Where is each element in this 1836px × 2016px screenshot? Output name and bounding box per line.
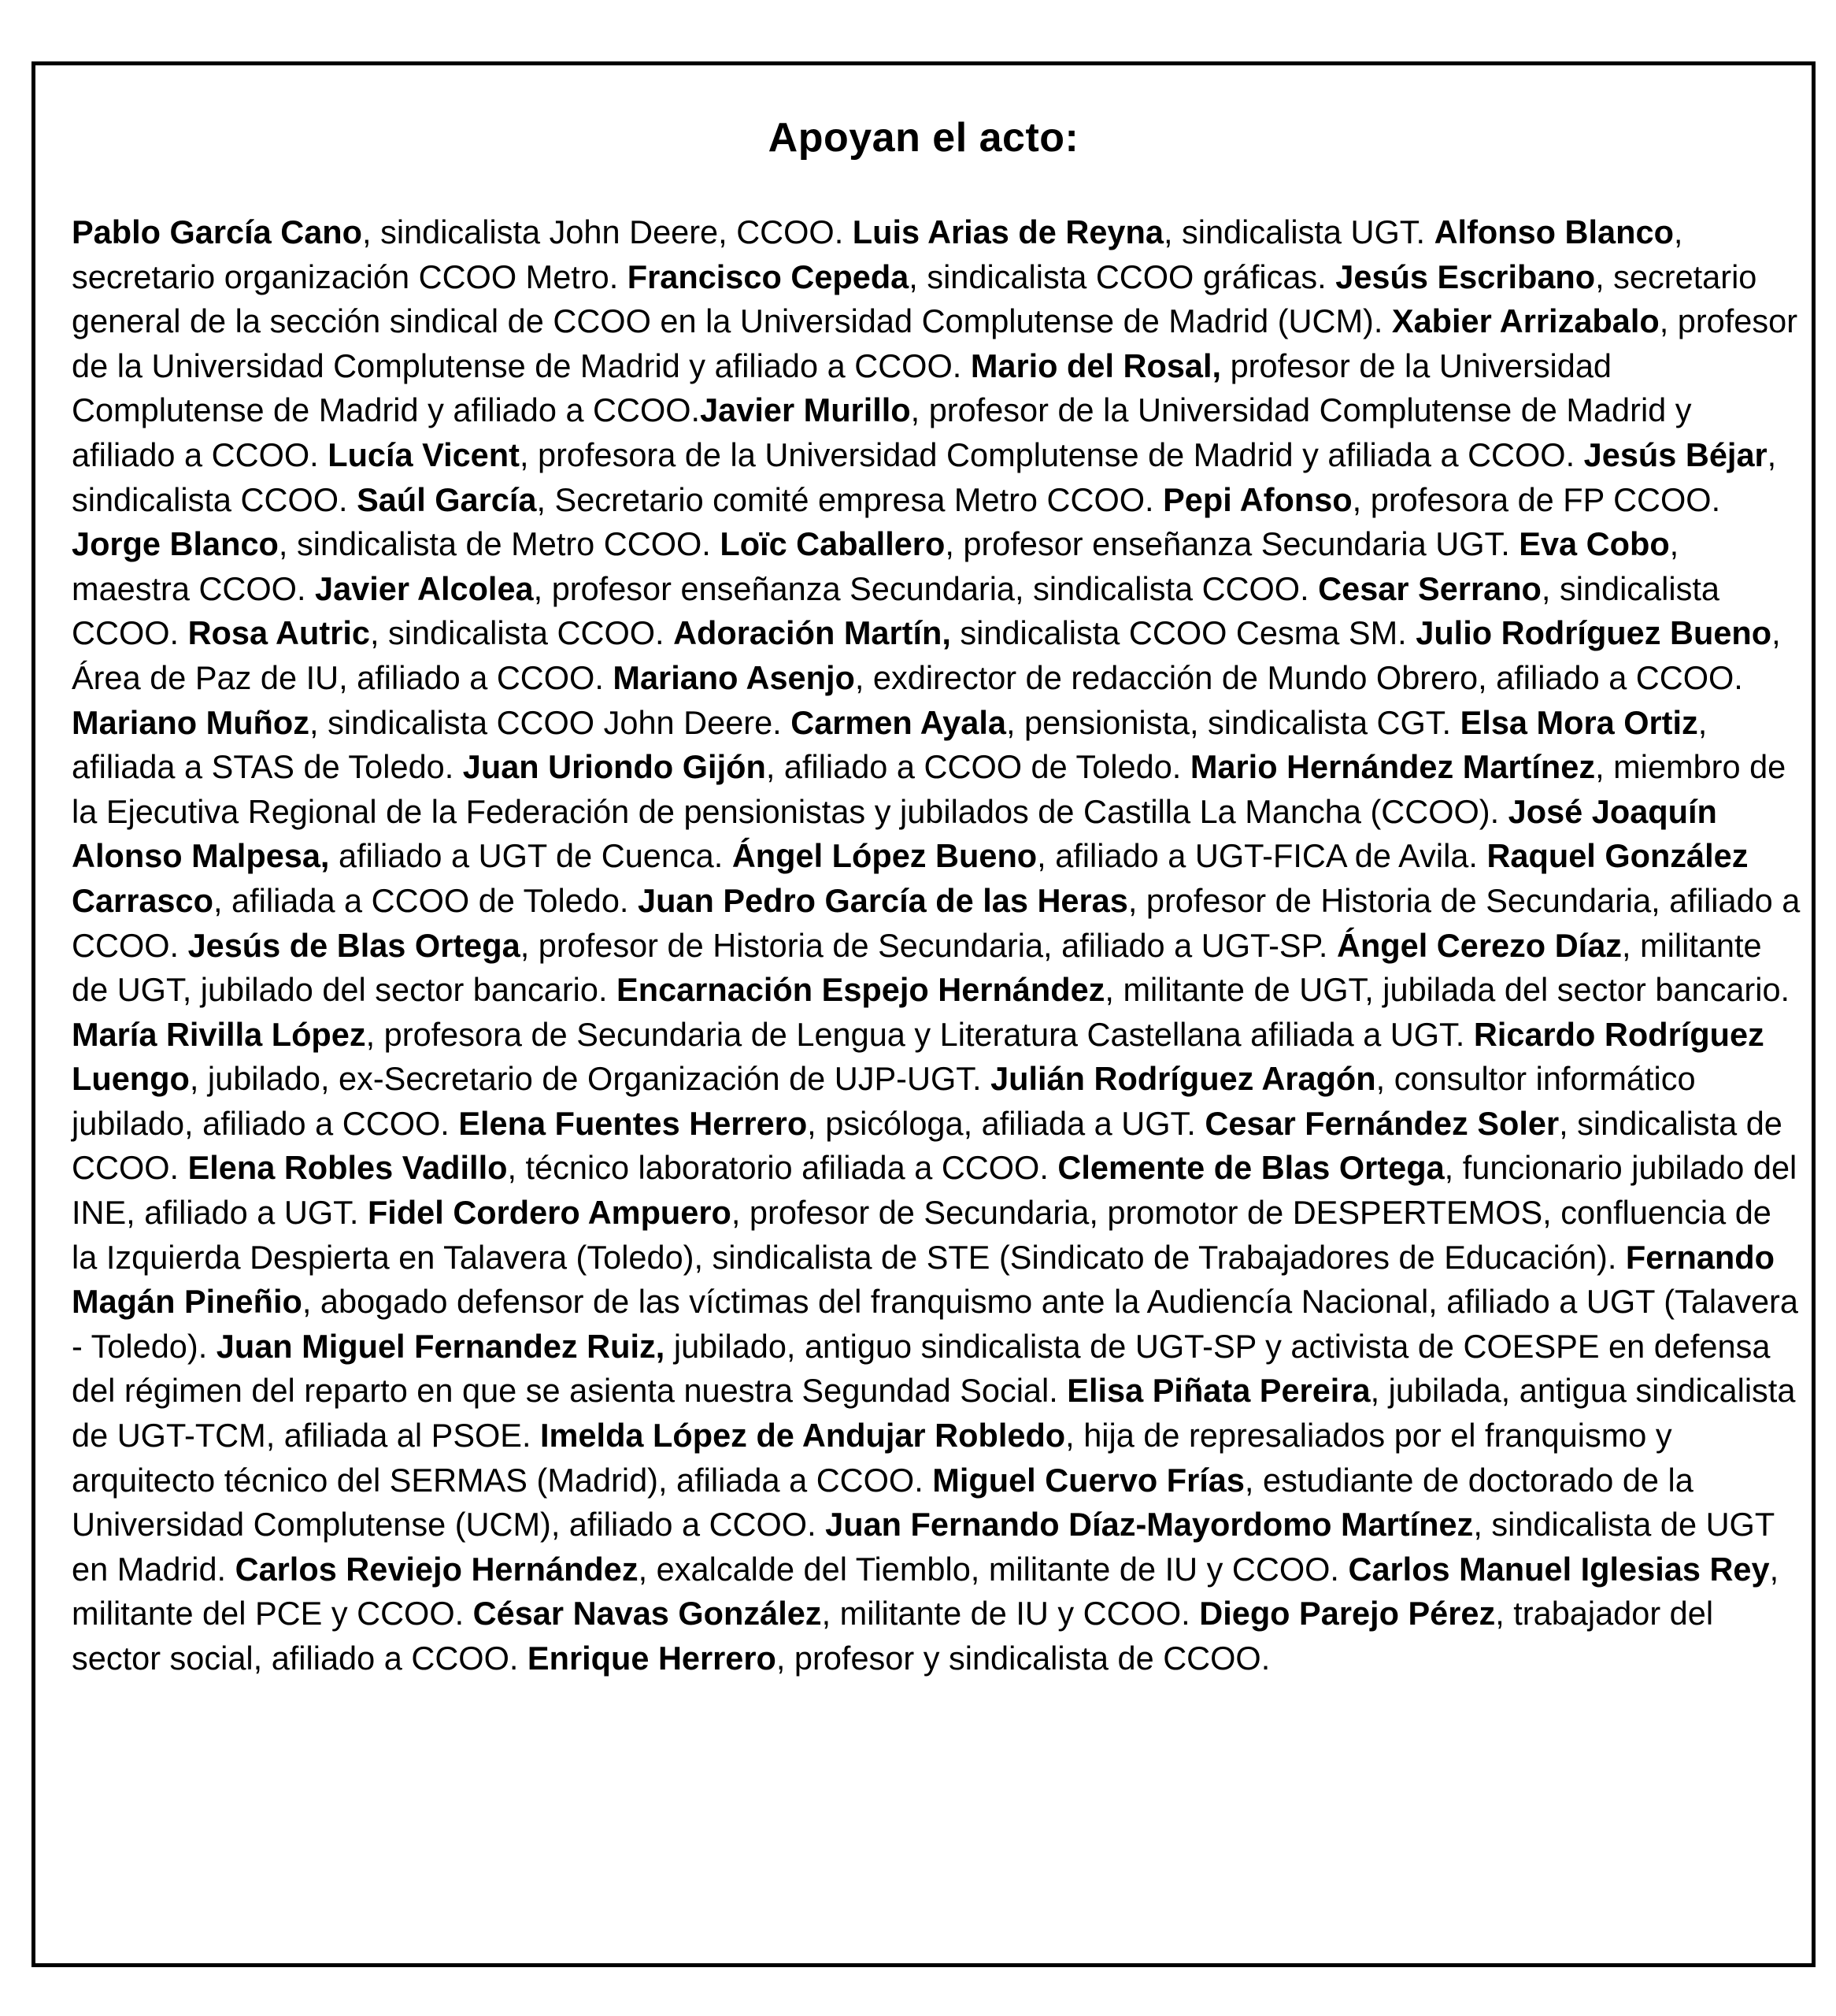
- supporter-name: Pepi Afonso: [1163, 480, 1353, 518]
- supporters-list: [72, 210, 1804, 1681]
- supporter-entry: [235, 1551, 1349, 1588]
- supporter-entry: [527, 1640, 1270, 1677]
- supporter-name: Carmen Ayala: [790, 703, 1006, 741]
- supporter-separator: ,: [1370, 1372, 1380, 1410]
- supporter-entry: [720, 525, 1519, 562]
- supporter-name: Enrique Herrero: [527, 1640, 776, 1677]
- supporter-separator: ,: [1444, 1149, 1454, 1187]
- supporter-description: maestra CCOO.: [72, 569, 316, 607]
- supporter-separator: ,: [854, 658, 864, 696]
- supporter-description: sindicalista de UGT en Madrid.: [72, 1506, 1775, 1588]
- supporter-entry: [188, 1149, 1058, 1186]
- supporter-name: Ángel López Bueno: [731, 837, 1038, 875]
- supporter-name: César Navas González: [472, 1595, 822, 1632]
- supporter-description: profesora de FP CCOO.: [1361, 480, 1721, 518]
- supporter-description: sindicalista CCOO Cesma SM.: [950, 614, 1416, 652]
- supporter-description: trabajador del sector social, afiliado a CCOO.: [72, 1595, 1714, 1677]
- supporter-description: afiliado a CCOO de Toledo.: [775, 748, 1190, 786]
- supporter-description: secretario general de la sección sindical de CCOO en la Universidad Complutense de Madrid (UCM).: [72, 258, 1757, 340]
- supporter-name: Juan Pedro García de las Heras: [638, 881, 1128, 919]
- supporter-name: Jorge Blanco: [72, 525, 279, 563]
- supporter-name: Mariano Muñoz: [72, 703, 310, 741]
- supporter-name: Carlos Manuel Iglesias Rey: [1348, 1550, 1770, 1588]
- supporter-name: Jesús Béjar: [1583, 435, 1768, 473]
- supporter-name: Elisa Piñata Pereira: [1067, 1372, 1371, 1410]
- supporter-description: Secretario comité empresa Metro CCOO.: [545, 480, 1164, 518]
- supporter-description: profesora de Secundaria de Lengua y Literatura Castellana afiliada a UGT.: [375, 1015, 1474, 1053]
- supporter-name: Ángel Cerezo Díaz: [1336, 926, 1623, 964]
- supporter-description: militante de UGT, jubilada del sector bancario.: [1113, 971, 1790, 1009]
- supporter-entry: [790, 704, 1460, 741]
- supporter-name: Elsa Mora Ortiz: [1460, 703, 1698, 741]
- supporter-entry: [72, 525, 720, 562]
- supporter-description: afiliada a STAS de Toledo.: [72, 748, 463, 786]
- supporter-separator: ,: [189, 1060, 199, 1098]
- supporter-separator: ,: [1769, 1550, 1779, 1588]
- supporter-separator: ,: [731, 1194, 741, 1232]
- supporter-description: secretario organización CCOO Metro.: [72, 258, 627, 295]
- supporter-entry: [616, 971, 1790, 1008]
- supporter-separator: ,: [1659, 302, 1669, 340]
- supporter-description: profesora de la Universidad Complutense de Madrid y afiliada a CCOO.: [528, 435, 1584, 473]
- supporter-separator: ,: [1037, 837, 1046, 875]
- supporter-separator: ,: [365, 1015, 376, 1053]
- supporter-name: Clemente de Blas Ortega: [1057, 1149, 1445, 1187]
- supporter-description: profesor de Secundaria, promotor de DESPERTEMOS, confluencia de la Izquierda Despierta en Talavera (Toledo), sindicalista de STE (Sindicato de Trabajadores de Educación).: [72, 1194, 1771, 1276]
- supporter-separator: ,: [1697, 703, 1708, 741]
- supporter-name: Loïc Caballero: [720, 525, 946, 563]
- supporter-entry: [673, 614, 1416, 651]
- supporter-name: Alfonso Blanco: [1434, 213, 1674, 250]
- supporter-separator: ,: [533, 569, 543, 607]
- supporter-name: Raquel González Carrasco: [72, 837, 1749, 919]
- supporter-description: funcionario jubilado del INE, afiliado a UGT.: [72, 1149, 1797, 1232]
- supporter-entry: [357, 481, 1163, 518]
- supporter-description: sindicalista CCOO.: [72, 480, 357, 518]
- supporter-description: profesor de Historia de Secundaria, afiliado a CCOO.: [72, 881, 1801, 964]
- supporter-description: psicóloga, afiliada a UGT.: [816, 1104, 1205, 1142]
- supporter-description: sindicalista CCOO gráficas.: [917, 258, 1336, 295]
- supporter-name: Imelda López de Andujar Robledo: [540, 1417, 1066, 1455]
- supporter-name: Pablo García Cano: [72, 213, 363, 250]
- supporter-separator: ,: [1669, 525, 1679, 563]
- supporter-name: Adoración Martín,: [673, 614, 951, 652]
- supporter-entry: [1163, 481, 1720, 518]
- supporter-name: Miguel Cuervo Frías: [932, 1461, 1245, 1499]
- supporter-separator: ,: [278, 525, 288, 563]
- supporter-separator: ,: [807, 1104, 816, 1142]
- supporter-separator: ,: [909, 258, 918, 295]
- supporter-name: Juan Uriondo Gijón: [462, 748, 766, 786]
- supporter-entry: [315, 570, 1318, 607]
- supporter-name: María Rivilla López: [72, 1015, 366, 1053]
- supporters-box: [31, 61, 1816, 1967]
- supporter-name: Juan Fernando Díaz-Mayordomo Martínez: [825, 1506, 1474, 1544]
- supporter-description: jubilado, ex-Secretario de Organización de UJP-UGT.: [198, 1060, 991, 1098]
- document-title: Apoyan el acto:: [768, 115, 1079, 161]
- supporter-separator: ,: [1559, 1104, 1568, 1142]
- supporter-name: Fidel Cordero Ampuero: [367, 1194, 731, 1232]
- supporter-separator: ,: [638, 1550, 648, 1588]
- supporter-name: Saúl García: [357, 480, 537, 518]
- supporter-entry: [72, 213, 853, 250]
- supporter-separator: ,: [213, 881, 223, 919]
- supporter-separator: ,: [520, 926, 530, 964]
- supporter-description: estudiante de doctorado de la Universidad Complutense (UCM), afiliado a CCOO.: [72, 1461, 1693, 1544]
- supporter-name: Cesar Serrano: [1318, 569, 1542, 607]
- supporter-description: técnico laboratorio afiliada a CCOO.: [516, 1149, 1058, 1187]
- supporter-separator: ,: [765, 748, 775, 786]
- supporter-name: Lucía Vicent: [328, 435, 520, 473]
- supporter-description: profesor de la Universidad Complutense de Madrid y afiliado a CCOO.: [72, 346, 1612, 429]
- supporter-separator: ,: [1163, 213, 1173, 250]
- supporter-entry: [458, 1105, 1205, 1142]
- supporter-separator: ,: [945, 525, 954, 563]
- supporter-description: sindicalista UGT.: [1172, 213, 1434, 250]
- supporter-entry: [328, 436, 1583, 473]
- supporter-separator: ,: [369, 614, 379, 652]
- supporter-description: profesor de Historia de Secundaria, afiliado a UGT-SP.: [529, 926, 1337, 964]
- supporter-name: Mariano Asenjo: [613, 658, 855, 696]
- supporter-separator: ,: [821, 1595, 831, 1632]
- supporter-description: Área de Paz de IU, afiliado a CCOO.: [72, 658, 613, 696]
- supporter-name: Julio Rodríguez Bueno: [1416, 614, 1772, 652]
- supporter-name: Mario Hernández Martínez: [1190, 748, 1596, 786]
- supporter-description: afiliada a CCOO de Toledo.: [222, 881, 638, 919]
- supporter-name: Juan Miguel Fernandez Ruiz,: [216, 1327, 665, 1365]
- supporter-separator: ,: [1541, 569, 1551, 607]
- supporter-description: militante del PCE y CCOO.: [72, 1595, 473, 1632]
- supporter-separator: ,: [1375, 1060, 1386, 1098]
- supporter-description: profesor enseñanza Secundaria, sindicalista CCOO.: [542, 569, 1319, 607]
- supporter-description: hija de represaliados por el franquismo y arquitecto técnico del SERMAS (Madrid), afiliada a CCOO.: [72, 1417, 1672, 1499]
- supporter-name: Mario del Rosal,: [970, 346, 1222, 384]
- supporter-description: sindicalista de Metro CCOO.: [287, 525, 720, 563]
- supporter-name: Encarnación Espejo Hernández: [616, 971, 1105, 1009]
- supporter-description: afiliado a UGT de Cuenca.: [329, 837, 732, 875]
- supporter-description: profesor de la Universidad Complutense de Madrid y afiliado a CCOO.: [72, 302, 1798, 384]
- supporter-separator: ,: [1767, 435, 1777, 473]
- supporter-entry: [463, 748, 1190, 785]
- supporter-description: exdirector de redacción de Mundo Obrero, afiliado a CCOO.: [864, 658, 1743, 696]
- supporter-description: abogado defensor de las víctimas del franquismo ante la Audiencía Nacional, afiliado a UGT (Talavera - Toledo).: [72, 1283, 1798, 1365]
- supporter-entry: [188, 614, 674, 651]
- supporter-separator: ,: [1005, 703, 1016, 741]
- supporter-separator: ,: [1352, 480, 1362, 518]
- supporter-entry: [72, 1016, 1474, 1053]
- supporter-name: Jesús de Blas Ortega: [187, 926, 520, 964]
- supporter-separator: ,: [775, 1640, 786, 1677]
- supporter-name: Javier Alcolea: [315, 569, 534, 607]
- supporter-separator: ,: [507, 1149, 516, 1187]
- supporter-name: Elena Robles Vadillo: [187, 1149, 508, 1187]
- supporter-description: profesor enseñanza Secundaria UGT.: [953, 525, 1520, 563]
- supporter-description: jubilado, antiguo sindicalista de UGT-SP y activista de COESPE en defensa del régimen del reparto en que se asienta nuestra Segundad Social.: [72, 1327, 1771, 1410]
- supporter-separator: ,: [1622, 926, 1631, 964]
- supporter-separator: ,: [1127, 881, 1138, 919]
- supporter-separator: ,: [362, 213, 372, 250]
- supporter-entry: [627, 258, 1335, 295]
- supporter-description: sindicalista John Deere, CCOO.: [371, 213, 853, 250]
- supporter-name: Eva Cobo: [1519, 525, 1670, 563]
- supporter-name: Cesar Fernández Soler: [1205, 1104, 1560, 1142]
- supporter-separator: ,: [1473, 1506, 1482, 1544]
- supporter-separator: ,: [1771, 614, 1781, 652]
- supporter-separator: ,: [1595, 748, 1605, 786]
- supporter-name: Luis Arias de Reyna: [852, 213, 1164, 250]
- supporter-name: Javier Murillo: [700, 391, 911, 429]
- supporter-description: pensionista, sindicalista CGT.: [1015, 703, 1460, 741]
- supporter-description: consultor informático jubilado, afiliado a CCOO.: [72, 1060, 1696, 1142]
- supporter-separator: ,: [1244, 1461, 1254, 1499]
- supporter-separator: ,: [519, 435, 529, 473]
- supporter-description: sindicalista CCOO John Deere.: [318, 703, 791, 741]
- supporter-description: militante de UGT, jubilado del sector bancario.: [72, 926, 1762, 1009]
- supporter-description: sindicalista CCOO.: [72, 569, 1719, 652]
- supporter-separator: ,: [1065, 1417, 1075, 1455]
- supporter-name: Rosa Autric: [187, 614, 370, 652]
- supporter-separator: ,: [1673, 213, 1683, 250]
- supporter-entry: [732, 837, 1487, 874]
- supporter-description: sindicalista CCOO.: [379, 614, 674, 652]
- supporter-name: Jesús Escribano: [1335, 258, 1596, 295]
- supporter-name: Fernando Magán Pineñio: [72, 1238, 1775, 1321]
- supporter-description: profesor y sindicalista de CCOO.: [785, 1640, 1271, 1677]
- supporter-name: Xabier Arrizabalo: [1391, 302, 1660, 340]
- supporter-separator: ,: [1495, 1595, 1505, 1632]
- supporter-entry: [613, 659, 1742, 696]
- supporter-name: Francisco Cepeda: [627, 258, 909, 295]
- supporter-separator: ,: [1105, 971, 1114, 1009]
- supporter-entry: [72, 704, 790, 741]
- supporter-name: Carlos Reviejo Hernández: [235, 1550, 639, 1588]
- supporter-description: sindicalista de CCOO.: [72, 1104, 1782, 1187]
- supporter-name: José Joaquín Alonso Malpesa,: [72, 792, 1717, 875]
- supporter-name: Elena Fuentes Herrero: [458, 1104, 808, 1142]
- supporter-description: exalcalde del Tiemblo, militante de IU y CCOO.: [647, 1550, 1349, 1588]
- supporter-entry: [473, 1595, 1200, 1632]
- supporter-description: afiliado a UGT-FICA de Avila.: [1046, 837, 1487, 875]
- supporter-name: Julián Rodríguez Aragón: [990, 1060, 1376, 1098]
- supporter-entry: [853, 213, 1434, 250]
- supporter-description: jubilada, antigua sindicalista de UGT-TCM, afiliada al PSOE.: [72, 1372, 1796, 1455]
- supporter-description: profesor de la Universidad Complutense de Madrid y afiliado a CCOO.: [72, 391, 1692, 473]
- supporter-separator: ,: [302, 1283, 312, 1321]
- supporter-description: militante de IU y CCOO.: [831, 1595, 1200, 1632]
- supporter-separator: ,: [1595, 258, 1605, 295]
- supporter-entry: [188, 927, 1337, 964]
- supporter-description: miembro de la Ejecutiva Regional de la Federación de pensionistas y jubilados de Castilla La Mancha (CCOO).: [72, 748, 1786, 830]
- supporter-separator: ,: [309, 703, 319, 741]
- supporter-name: Diego Parejo Pérez: [1199, 1595, 1496, 1632]
- supporter-separator: ,: [536, 480, 546, 518]
- supporter-separator: ,: [910, 391, 920, 429]
- supporter-name: Ricardo Rodríguez Luengo: [72, 1015, 1764, 1098]
